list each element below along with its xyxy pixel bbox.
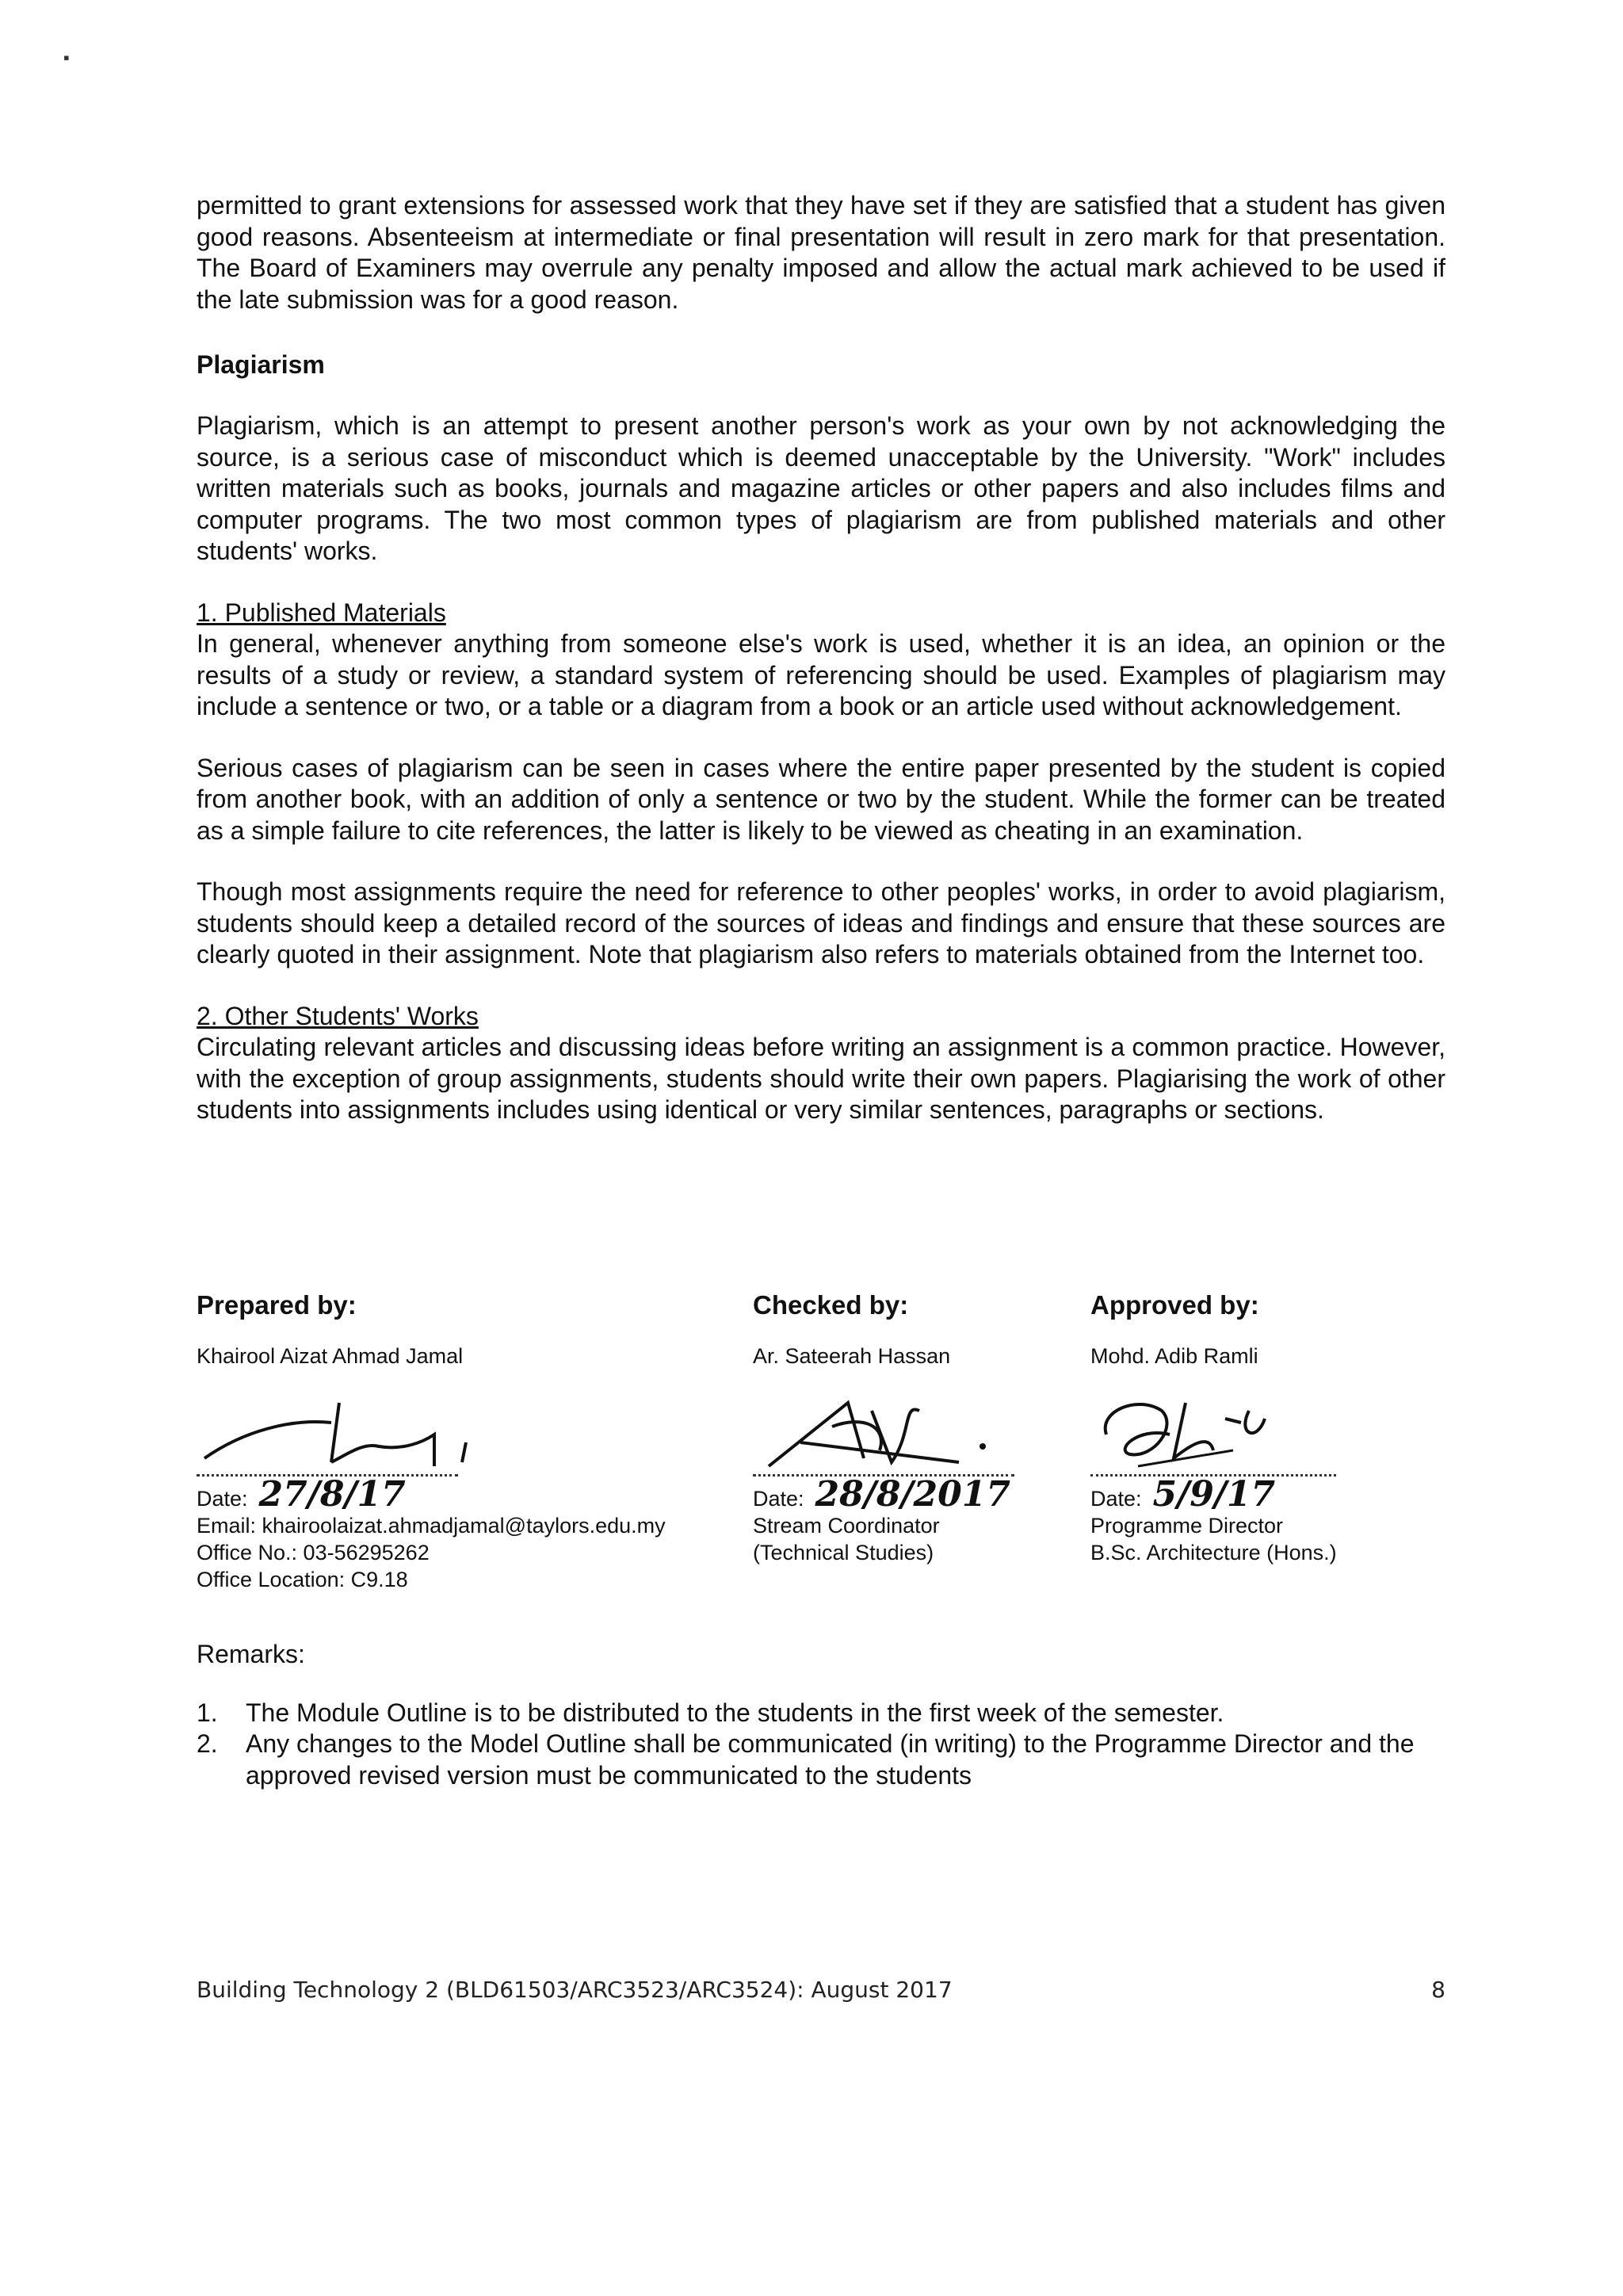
other-students-heading: 2. Other Students' Works: [197, 1001, 479, 1030]
prepared-office-no: Office No.: 03-56295262: [197, 1541, 430, 1564]
checked-signature: [753, 1387, 1054, 1474]
remarks-title: Remarks:: [197, 1640, 305, 1668]
page-number: 8: [1431, 1977, 1445, 2003]
approved-role: Programme Director: [1090, 1514, 1284, 1538]
prepared-date-value: 27/8/17: [258, 1474, 406, 1515]
prepared-signature: [197, 1387, 735, 1474]
approved-dept: B.Sc. Architecture (Hons.): [1090, 1541, 1337, 1564]
checked-date-label: Date:: [753, 1487, 804, 1511]
approved-by-block: [1090, 1292, 1455, 1566]
approved-signature: [1090, 1387, 1455, 1474]
plagiarism-paragraph: Plagiarism, which is an attempt to present another person's work as your own by not acknowledging the source, is a serious case of misconduct which is deemed unacceptable by the University. "Work" includes written materials such as books, journals and magazine articles or other papers and also includes films and computer programs. The two most common types of plagiarism are from published materials and other students' works.: [197, 411, 1445, 565]
approved-date-value: 5/9/17: [1152, 1474, 1276, 1515]
remarks-section: [197, 1639, 1445, 1791]
checked-dept: (Technical Studies): [753, 1541, 934, 1564]
scan-speck: ▪: [63, 48, 70, 67]
approved-date-label: Date:: [1090, 1487, 1142, 1511]
list-item: 1. The Module Outline is to be distributed to the students in the first week of the semester.: [197, 1698, 1224, 1727]
published-paragraph-2: Serious cases of plagiarism can be seen in cases where the entire paper presented by the student is copied from another book, with an addition of only a sentence or two by the student. While the former can be treated as a simple failure to cite references, the latter is likely to be viewed as cheating in an examination.: [197, 753, 1445, 845]
checked-date-value: 28/8/2017: [815, 1474, 1010, 1515]
page-footer: [197, 1977, 1445, 2003]
approved-by-name: Mohd. Adib Ramli: [1090, 1344, 1258, 1368]
checked-role: Stream Coordinator: [753, 1514, 940, 1538]
prepared-by-title: Prepared by:: [197, 1290, 357, 1320]
plagiarism-heading: Plagiarism: [197, 350, 325, 379]
published-paragraph-1: In general, whenever anything from someone else's work is used, whether it is an idea, an opinion or the results of a study or review, a standard system of referencing should be used. Examples of plagiarism may include a sentence or two, or a table or a diagram from a book or an article used without acknowledgement.: [197, 629, 1445, 720]
main-text: [197, 190, 1445, 1126]
remarks-list: [197, 1698, 1445, 1792]
published-materials-heading: 1. Published Materials: [197, 598, 446, 627]
prepared-email: Email: khairoolaizat.ahmadjamal@taylors.edu.my: [197, 1514, 666, 1538]
checked-by-name: Ar. Sateerah Hassan: [753, 1344, 951, 1368]
prepared-by-block: [197, 1292, 735, 1593]
footer-course-title: Building Technology 2 (BLD61503/ARC3523/ARC3524): August 2017: [197, 1977, 953, 2003]
other-students-paragraph: Circulating relevant articles and discussing ideas before writing an assignment is a common practice. However, with the exception of group assignments, students should write their own papers. Plagiarising the work of other students into assignments includes using identical or very similar sentences, paragraphs or sections.: [197, 1033, 1445, 1124]
prepared-by-name: Khairool Aizat Ahmad Jamal: [197, 1344, 464, 1368]
checked-by-title: Checked by:: [753, 1290, 909, 1320]
prepared-date-label: Date:: [197, 1487, 248, 1511]
published-paragraph-3: Though most assignments require the need for reference to other peoples' works, in order to avoid plagiarism, students should keep a detailed record of the sources of ideas and findings and ensure that these sources are clearly quoted in their assignment. Note that plagiarism also refers to materials obtained from the Internet too.: [197, 877, 1445, 968]
checked-by-block: [753, 1292, 1054, 1566]
top-paragraph: permitted to grant extensions for assessed work that they have set if they are satisfied that a student has given good reasons. Absenteeism at intermediate or final presentation will result in zero mark for that presentation. The Board of Examiners may overrule any penalty imposed and allow the actual mark achieved to be used if the late submission was for a good reason.: [197, 191, 1445, 314]
approved-by-title: Approved by:: [1090, 1290, 1259, 1320]
prepared-office-location: Office Location: C9.18: [197, 1568, 408, 1591]
list-item: 2. Any changes to the Model Outline shall be communicated (in writing) to the Programme Director and the approved revised version must be communicated to the students: [197, 1729, 1415, 1790]
